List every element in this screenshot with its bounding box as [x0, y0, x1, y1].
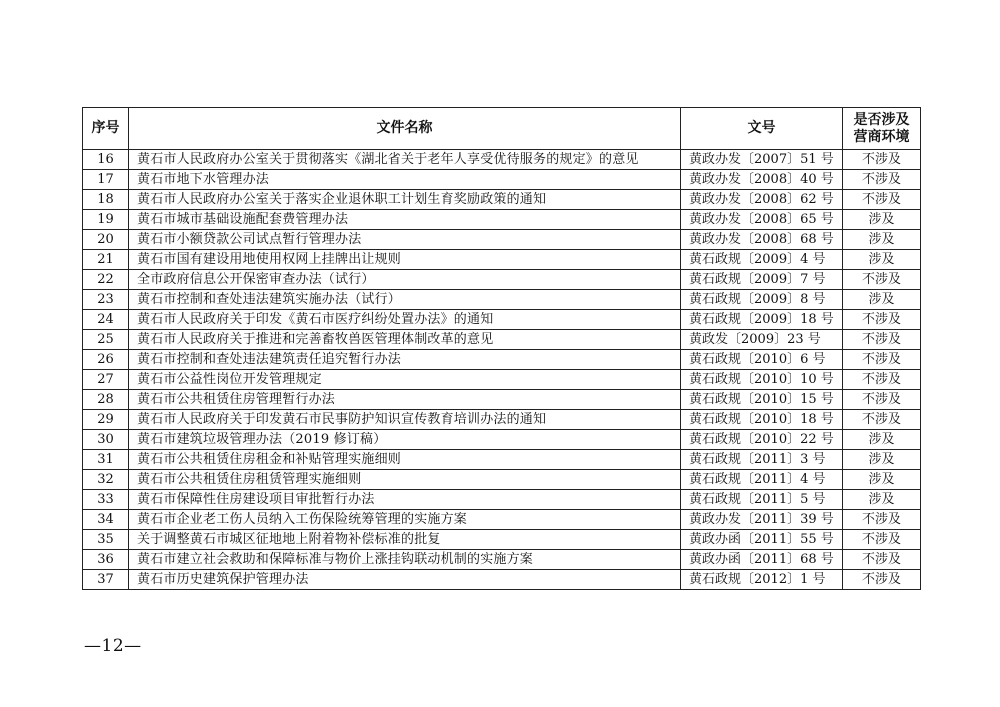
cell-serial-number: 16 — [83, 150, 129, 170]
cell-serial-number: 27 — [83, 370, 129, 390]
cell-business-environment: 不涉及 — [843, 330, 921, 350]
cell-document-name: 黄石市国有建设用地使用权网上挂牌出让规则 — [129, 250, 681, 270]
cell-business-environment: 不涉及 — [843, 510, 921, 530]
table-row — [83, 210, 921, 230]
cell-document-name: 黄石市城市基础设施配套费管理办法 — [129, 210, 681, 230]
header-business-environment — [843, 108, 921, 150]
table-row — [83, 270, 921, 290]
cell-business-environment: 涉及 — [843, 470, 921, 490]
cell-business-environment: 不涉及 — [843, 550, 921, 570]
cell-document-number: 黄政办发〔2008〕68 号 — [681, 230, 843, 250]
cell-document-name: 黄石市公共租赁住房租金和补贴管理实施细则 — [129, 450, 681, 470]
cell-business-environment: 不涉及 — [843, 390, 921, 410]
header-env-line1: 是否涉及 — [853, 111, 910, 128]
cell-document-name: 黄石市人民政府关于印发黄石市民事防护知识宣传教育培训办法的通知 — [129, 410, 681, 430]
cell-document-number: 黄政办发〔2008〕65 号 — [681, 210, 843, 230]
cell-document-name: 黄石市地下水管理办法 — [129, 170, 681, 190]
cell-document-name: 黄石市企业老工伤人员纳入工伤保险统筹管理的实施方案 — [129, 510, 681, 530]
cell-document-number: 黄政办发〔2008〕40 号 — [681, 170, 843, 190]
header-serial-number: 序号 — [83, 108, 129, 150]
table-row — [83, 370, 921, 390]
cell-document-number: 黄政办发〔2007〕51 号 — [681, 150, 843, 170]
cell-serial-number: 33 — [83, 490, 129, 510]
table-row — [83, 510, 921, 530]
table-row — [83, 390, 921, 410]
cell-business-environment: 涉及 — [843, 490, 921, 510]
table-header-row — [83, 108, 921, 150]
table-row — [83, 150, 921, 170]
cell-document-number: 黄石政规〔2010〕15 号 — [681, 390, 843, 410]
cell-business-environment: 不涉及 — [843, 530, 921, 550]
table-row — [83, 350, 921, 370]
cell-document-number: 黄石政规〔2011〕3 号 — [681, 450, 843, 470]
cell-serial-number: 25 — [83, 330, 129, 350]
cell-business-environment: 涉及 — [843, 450, 921, 470]
table-row — [83, 530, 921, 550]
cell-serial-number: 31 — [83, 450, 129, 470]
table-row — [83, 330, 921, 350]
cell-business-environment: 涉及 — [843, 250, 921, 270]
cell-document-number: 黄石政规〔2009〕7 号 — [681, 270, 843, 290]
cell-serial-number: 18 — [83, 190, 129, 210]
cell-serial-number: 26 — [83, 350, 129, 370]
cell-business-environment: 涉及 — [843, 430, 921, 450]
page-number: —12— — [84, 636, 142, 656]
header-env-line2: 营商环境 — [853, 128, 910, 145]
cell-serial-number: 34 — [83, 510, 129, 530]
cell-business-environment: 不涉及 — [843, 410, 921, 430]
cell-document-number: 黄政办发〔2008〕62 号 — [681, 190, 843, 210]
cell-document-name: 黄石市人民政府关于推进和完善畜牧兽医管理体制改革的意见 — [129, 330, 681, 350]
cell-serial-number: 21 — [83, 250, 129, 270]
cell-serial-number: 22 — [83, 270, 129, 290]
table-row — [83, 450, 921, 470]
table-row — [83, 170, 921, 190]
cell-document-name: 黄石市历史建筑保护管理办法 — [129, 570, 681, 590]
cell-document-name: 黄石市控制和查处违法建筑实施办法（试行） — [129, 290, 681, 310]
cell-document-name: 黄石市人民政府关于印发《黄石市医疗纠纷处置办法》的通知 — [129, 310, 681, 330]
cell-document-number: 黄石政规〔2011〕5 号 — [681, 490, 843, 510]
cell-serial-number: 17 — [83, 170, 129, 190]
cell-document-name: 黄石市建立社会救助和保障标准与物价上涨挂钩联动机制的实施方案 — [129, 550, 681, 570]
cell-business-environment: 不涉及 — [843, 370, 921, 390]
cell-document-name: 黄石市公共租赁住房租赁管理实施细则 — [129, 470, 681, 490]
cell-business-environment: 不涉及 — [843, 150, 921, 170]
cell-business-environment: 不涉及 — [843, 270, 921, 290]
table-row — [83, 250, 921, 270]
cell-serial-number: 29 — [83, 410, 129, 430]
cell-document-number: 黄石政规〔2010〕18 号 — [681, 410, 843, 430]
cell-business-environment: 不涉及 — [843, 350, 921, 370]
table-row — [83, 570, 921, 590]
cell-document-number: 黄石政规〔2010〕10 号 — [681, 370, 843, 390]
cell-document-name: 黄石市保障性住房建设项目审批暂行办法 — [129, 490, 681, 510]
cell-business-environment: 不涉及 — [843, 170, 921, 190]
cell-serial-number: 35 — [83, 530, 129, 550]
header-document-number: 文号 — [681, 108, 843, 150]
table-row — [83, 470, 921, 490]
table-row — [83, 430, 921, 450]
cell-document-number: 黄政办发〔2011〕39 号 — [681, 510, 843, 530]
cell-document-number: 黄石政规〔2009〕18 号 — [681, 310, 843, 330]
cell-serial-number: 36 — [83, 550, 129, 570]
table-body — [83, 150, 921, 590]
cell-document-name: 黄石市人民政府办公室关于贯彻落实《湖北省关于老年人享受优待服务的规定》的意见 — [129, 150, 681, 170]
cell-serial-number: 32 — [83, 470, 129, 490]
cell-serial-number: 30 — [83, 430, 129, 450]
cell-serial-number: 28 — [83, 390, 129, 410]
cell-business-environment: 不涉及 — [843, 190, 921, 210]
cell-business-environment: 涉及 — [843, 210, 921, 230]
table-row — [83, 550, 921, 570]
cell-document-number: 黄政发〔2009〕23 号 — [681, 330, 843, 350]
cell-document-number: 黄政办函〔2011〕55 号 — [681, 530, 843, 550]
cell-business-environment: 涉及 — [843, 230, 921, 250]
cell-document-number: 黄石政规〔2011〕4 号 — [681, 470, 843, 490]
table-row — [83, 310, 921, 330]
cell-document-number: 黄石政规〔2010〕6 号 — [681, 350, 843, 370]
cell-document-name: 关于调整黄石市城区征地地上附着物补偿标准的批复 — [129, 530, 681, 550]
table-row — [83, 290, 921, 310]
table-row — [83, 230, 921, 250]
cell-document-name: 黄石市建筑垃圾管理办法（2019 修订稿） — [129, 430, 681, 450]
cell-document-number: 黄石政规〔2009〕8 号 — [681, 290, 843, 310]
cell-document-name: 黄石市人民政府办公室关于落实企业退休职工计划生育奖励政策的通知 — [129, 190, 681, 210]
cell-business-environment: 不涉及 — [843, 310, 921, 330]
cell-serial-number: 20 — [83, 230, 129, 250]
cell-document-name: 黄石市公共租赁住房管理暂行办法 — [129, 390, 681, 410]
table-row — [83, 410, 921, 430]
cell-serial-number: 19 — [83, 210, 129, 230]
cell-document-name: 黄石市控制和查处违法建筑责任追究暂行办法 — [129, 350, 681, 370]
cell-document-name: 黄石市小额贷款公司试点暂行管理办法 — [129, 230, 681, 250]
cell-document-number: 黄石政规〔2009〕4 号 — [681, 250, 843, 270]
cell-document-number: 黄政办函〔2011〕68 号 — [681, 550, 843, 570]
cell-document-number: 黄石政规〔2012〕1 号 — [681, 570, 843, 590]
cell-serial-number: 23 — [83, 290, 129, 310]
table-row — [83, 190, 921, 210]
cell-business-environment: 涉及 — [843, 290, 921, 310]
cell-serial-number: 37 — [83, 570, 129, 590]
cell-document-name: 全市政府信息公开保密审查办法（试行） — [129, 270, 681, 290]
table-row — [83, 490, 921, 510]
header-document-name: 文件名称 — [129, 108, 681, 150]
cell-business-environment: 不涉及 — [843, 570, 921, 590]
cell-document-name: 黄石市公益性岗位开发管理规定 — [129, 370, 681, 390]
regulation-table — [82, 107, 921, 590]
cell-document-number: 黄石政规〔2010〕22 号 — [681, 430, 843, 450]
cell-serial-number: 24 — [83, 310, 129, 330]
